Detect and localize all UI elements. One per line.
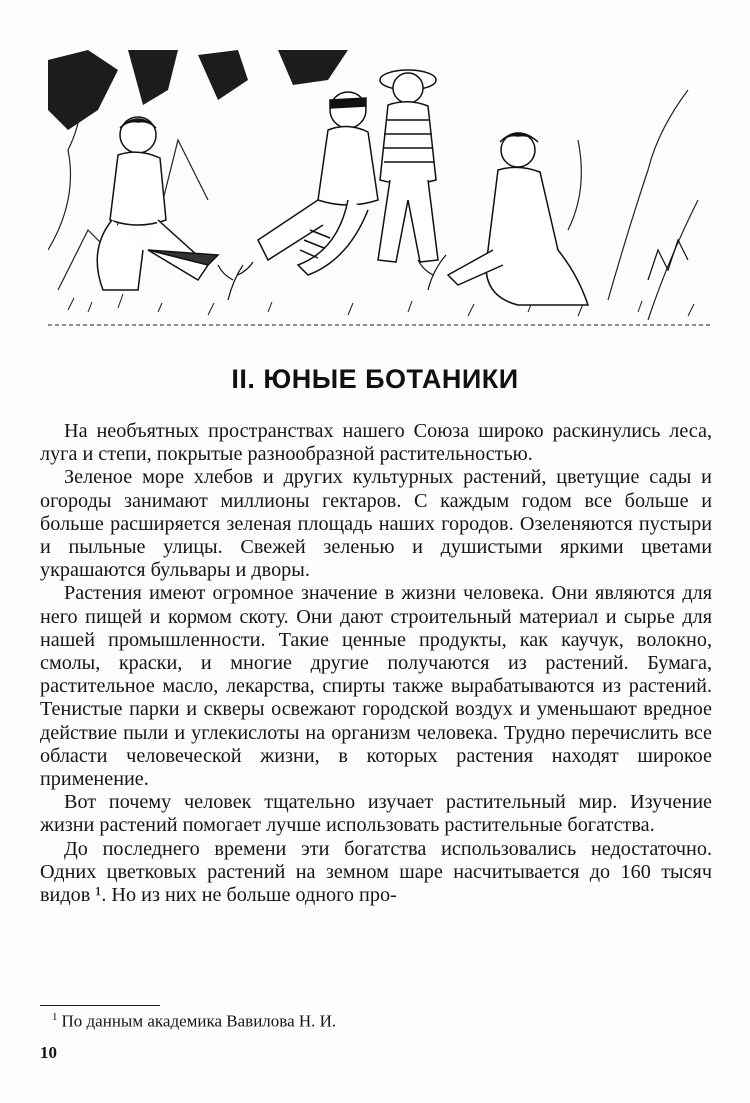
footnote: [52, 1011, 336, 1032]
paragraph: Растения имеют огромное значение в жизни человека. Они являются для него пищей и кормом скоту. Они дают строительный материал и сырье для нашей промышленности. Такие ценные продукты, как каучук, волокно, смолы, краски, и многие другие получаются из растений. Бумага, растительное масло, лекарства, спирты также вырабатываются из растений. Тенистые парки и скверы освежают городской воздух и уменьшают вредное действие пыли и углекислоты на организм человека. Трудно перечислить все области человеческой жизни, в которых растения находят широкое применение.: [40, 582, 712, 791]
footnote-text: По данным академика Вавилова Н. И.: [61, 1011, 337, 1031]
paragraph: Зеленое море хлебов и других культурных растений, цветущие сады и огороды занимают миллионы гектаров. С каждым годом все больше и больше расширяется зеленая площадь наших городов. Озеленяются пустыри и пыльные улицы. Свежей зеленью и душистыми яркими цветами украшаются бульвары и дворы.: [40, 466, 712, 582]
paragraph: На необъятных пространствах нашего Союза широко раскинулись леса, луга и степи, покрытые разнообразной растительностью.: [40, 420, 712, 466]
illustration-young-botanists: [48, 50, 710, 340]
footnote-marker: 1: [52, 1011, 58, 1023]
paragraph: До последнего времени эти богатства использовались недостаточно. Одних цветковых растений на земном шаре насчитывается до 160 тысяч видов ¹. Но из них не больше одного про-: [40, 837, 712, 907]
page-number: 10: [40, 1043, 57, 1062]
footnote-divider: [40, 1005, 160, 1006]
chapter-title: II. ЮНЫЕ БОТАНИКИ: [231, 364, 519, 394]
paragraph: Вот почему человек тщательно изучает растительный мир. Изучение жизни растений помогает лучше использовать растительные богатства.: [40, 791, 712, 837]
body-text: [40, 420, 712, 907]
